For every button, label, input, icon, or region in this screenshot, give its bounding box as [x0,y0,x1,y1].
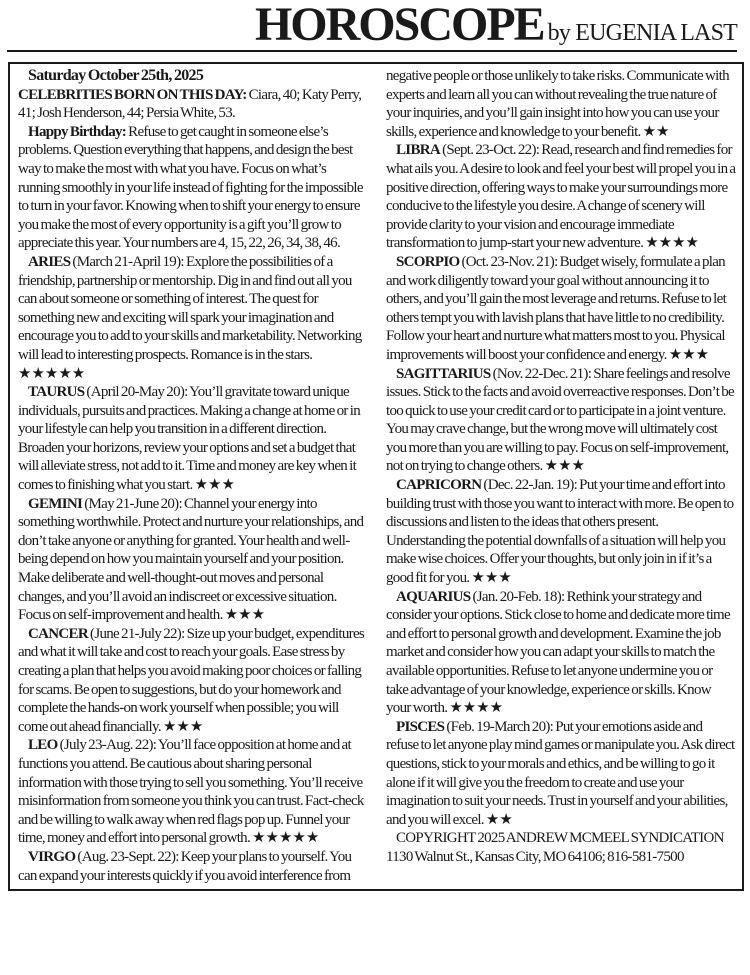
sign-text: Read, research and find remedies for what ails you. A desire to look and feel your best will propel you in a positive direction, offering ways to make your surroundings more conducive to the lifestyle you desire. A change of scenery will provide clarity to your vision and encourage immediate transformation to jump-start your new adventure. [386,142,736,252]
sign-text: Keep your plans to yourself. You can expand your interests quickly if you avoid interference from negative people or those unlikely to take risks. Communicate with experts and learn all you can without revealing the true nature of your inquiries, and you’ll gain insight into how you can use your skills, experience and knowledge to your benefit. [18,68,729,884]
sign-name: VIRGO [28,848,76,865]
star-rating: ★★★★★ [252,830,320,847]
sign-taurus [18,383,368,495]
sign-dates: (Sept. 23-Oct. 22): [440,142,542,159]
celebrities-label: CELEBRITIES BORN ON THIS DAY: [18,86,247,103]
sign-dates: (Jan. 20-Feb. 18): [470,588,567,605]
sign-name: LIBRA [396,142,441,159]
sign-text: Rethink your strategy and consider your options. Stick close to home and dedicate more time and effort to personal growth and development. Examine the job market and consider how you can adapt your skills to match the available opportunities. Refuse to let anyone undermine you or take advantage of your knowledge, experience or skills. Know your worth. [386,588,730,717]
sign-dates: (Dec. 22-Jan. 19): [481,477,580,494]
birthday-label: Happy Birthday: [28,123,127,140]
date: Saturday October 25th, 2025 [28,67,204,84]
sign-text: Explore the possibilities of a friendship, partnership or mentorship. Dig in and find out all you can about someone or something of interest. The quest for something new and exciting will spark your imagination and encourage you to add to your skills and marketability. Networking will lead to interesting prospects. Romance is in the stars. [18,253,362,363]
birthday-text: Refuse to get caught in someone else’s problems. Question everything that happens, and design the best way to make the most with what you have. Focus on what’s running smoothly in your life instead of fighting for the impossible to turn in your favor. Knowing when to shift your energy to ensure you make the most of every opportunity is a gift you’ll grow to appreciate this year. Your numbers are 4, 15, 22, 26, 34, 38, 46. [18,123,363,252]
sign-dates: (May 21-June 20): [82,495,184,512]
celebrities [18,86,368,123]
sign-name: SCORPIO [396,253,460,270]
sign-text: Put your time and effort into building trust with those you want to interact with more. Be open to discussions and listen to the ideas that others present. Understanding the potential downfalls of a situation will help you make wise choices. Offer your thoughts, but only join in if it’s a good fit for you. [386,477,734,587]
celebrities-text: Ciara, 40; Katy Perry, 41; Josh Henderson, 44; Persia White, 53. [18,86,362,122]
sign-name: AQUARIUS [396,588,471,605]
sign-name: GEMINI [28,495,83,512]
sign-dates: (April 20-May 20): [84,384,190,401]
sign-name: SAGITTARIUS [396,365,491,382]
byline: by EUGENIA LAST [547,20,737,46]
sign-text: Budget wisely, formulate a plan and work diligently toward your goal without announcing it to others, and you’ll gain the most leverage and returns. Refuse to let others tempt you with lavish plans that have little to no credibility. Follow your heart and nurture what matters most to you. Physical improvements will boost your confidence and energy. [386,253,727,363]
sign-aries [18,253,368,383]
sign-scorpio [386,253,736,365]
sign-dates: (Oct. 23-Nov. 21): [459,253,560,270]
sign-pisces [386,718,736,830]
star-rating: ★★★ [471,570,512,587]
sign-dates: (Nov. 22-Dec. 21): [490,365,594,382]
sign-text: Put your emotions aside and refuse to let anyone play mind games or manipulate you. Ask direct questions, stick to your morals and ethics, and be willing to go it alone if it will give you the freedom to create and use your imagination to suit your needs. Trust in yourself and your abilities, and you will excel. [386,718,735,828]
sign-cancer [18,625,368,737]
sign-dates: (Feb. 19-March 20): [444,718,556,735]
sign-text: Share feelings and resolve issues. Stick to the facts and avoid overreactive responses. Don’t be too quick to use your credit card or to participate in a joint venture. You may crave change, but the wrong move will ultimately cost you more than you are willing to pay. Focus on self-improvement, not on trying to change others. [386,365,734,475]
star-rating: ★★★ [668,346,710,363]
sign-text: You’ll face opposition at home and at functions you attend. Be cautious about sharing personal information with those trying to sell you something. You’ll receive misinformation from someone you think you can trust. Fact-check and be willing to walk away when red flags pop up. Funnel your time, money and effort into personal growth. [18,737,364,847]
sign-name: LEO [28,737,58,754]
sign-name: CANCER [28,625,88,642]
star-rating: ★★ [642,123,670,140]
sign-text: Size up your budget, expenditures and what it will take and cost to reach your goals. Ease stress by creating a plan that helps you avoid making poor choices or falling for scams. Be open to suggestions, but do your homework and complete the hands-on work yourself when possible; you will come out ahead financially. [18,625,365,735]
star-rating: ★★★ [162,718,204,735]
page-title: HOROSCOPE [254,0,544,51]
star-rating: ★★★★ [449,700,504,717]
sign-leo [18,736,368,848]
sign-libra [386,141,736,253]
sign-dates: (Aug. 23-Sept. 22): [75,848,181,865]
star-rating: ★★ [485,811,513,828]
sign-dates: (June 21-July 22): [87,625,187,642]
star-rating: ★★★★ [645,235,699,252]
sign-dates: (July 23-Aug. 22): [57,737,158,754]
sign-aquarius [386,588,736,718]
sign-capricorn [386,476,736,588]
copyright: COPYRIGHT 2025 ANDREW MCMEEL SYNDICATION 1130 Walnut St., Kansas City, MO 64106; 816-581-7500 [386,830,724,865]
sign-gemini [18,495,368,625]
sign-dates: (March 21-April 19): [70,253,186,270]
horoscope-box [8,62,744,891]
sign-name: PISCES [396,718,445,735]
sign-name: TAURUS [28,384,85,401]
sign-text: Channel your energy into something worthwhile. Protect and nurture your relationships, and don’t take anyone or anything for granted. Your health and well-being depend on how you maintain yourself and your position. Make deliberate and well-thought-out moves and personal changes, and you’ll avoid an indiscreet or excessive situation. Focus on self-improvement and health. [18,495,364,624]
star-rating: ★★★ [544,458,585,475]
happy-birthday [18,123,368,253]
horoscope-columns [18,67,736,885]
date-heading [18,67,368,86]
sign-name: CAPRICORN [396,477,482,494]
masthead [7,0,737,52]
star-rating: ★★★ [194,477,235,494]
sign-text: You’ll gravitate toward unique individuals, pursuits and practices. Making a change at home or in your lifestyle can help you transition in a different direction. Broaden your horizons, review your options and set a budget that will alleviate stress, not add to it. Time and money are key when it comes to finishing what you start. [18,384,361,494]
sign-sagittarius [386,365,736,477]
star-rating: ★★★ [224,607,266,624]
sign-name: ARIES [28,253,71,270]
star-rating: ★★★★★ [18,365,86,382]
